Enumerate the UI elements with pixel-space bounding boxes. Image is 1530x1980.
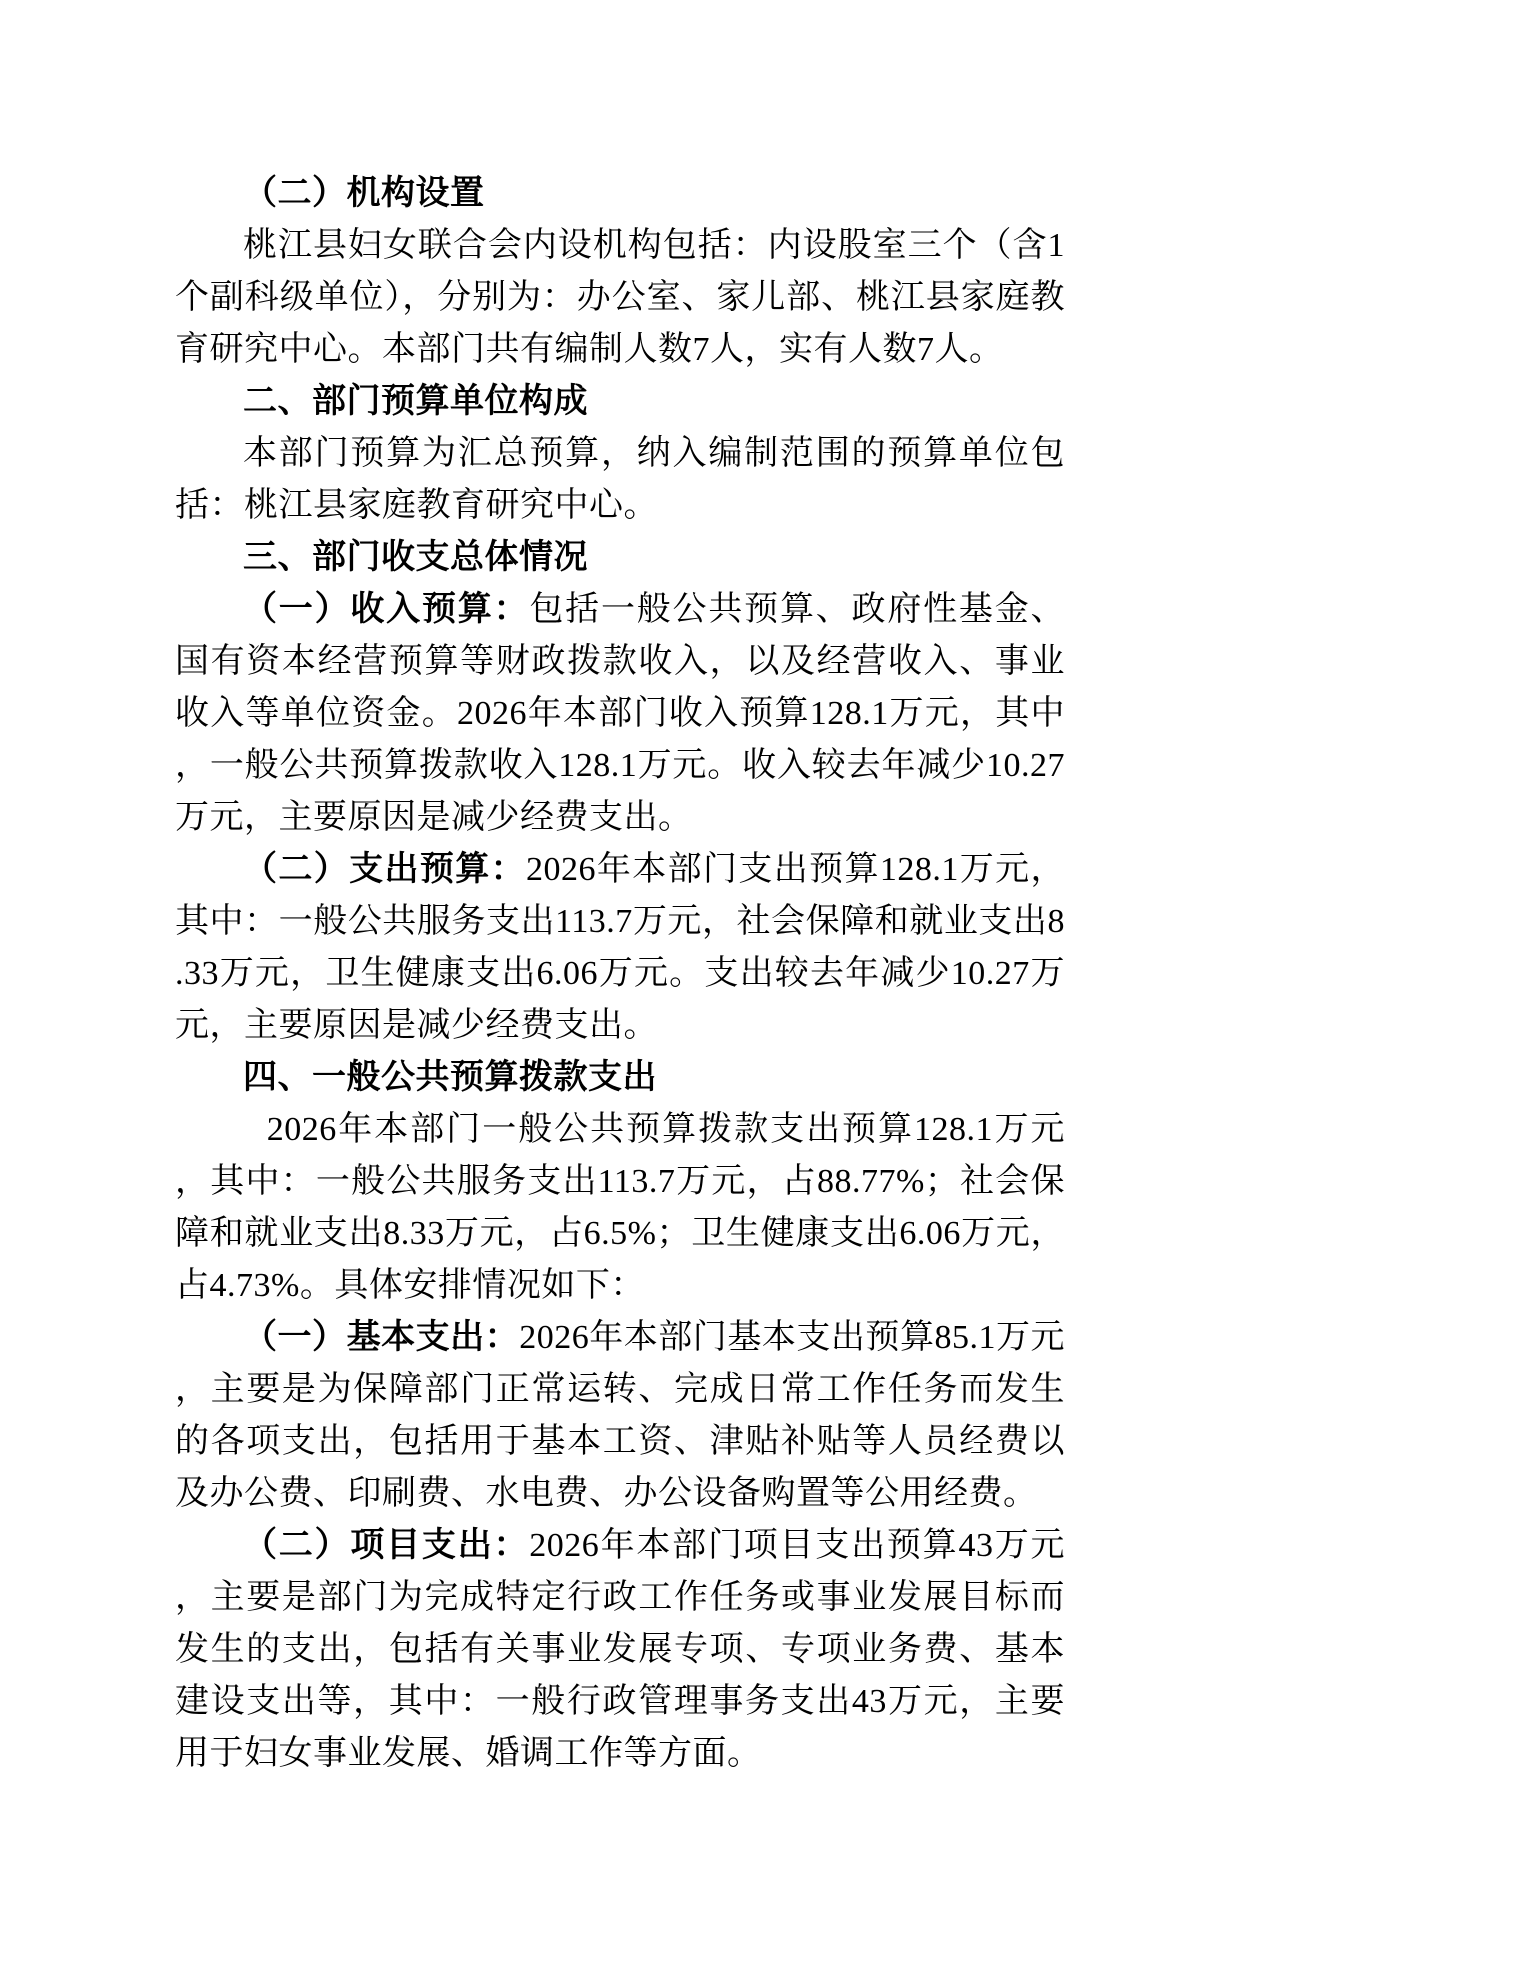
paragraph-budget-unit-composition: 本部门预算为汇总预算，纳入编制范围的预算单位包括：桃江县家庭教育研究中心。 (175, 435, 1065, 524)
income-budget-text: 包括一般公共预算、政府性基金、国有资本经营预算等财政拨款收入，以及经营收入、事业收入等单位资金。2026年本部门收入预算128.1万元，其中，一般公共预算拨款收入128.1万元。收入较去年减少10.27万元，主要原因是减少经费支出。 (175, 591, 1066, 836)
paragraph-income-budget (175, 584, 1065, 844)
project-expenditure-lead-label: （二）项目支出： (243, 1527, 530, 1564)
expenditure-budget-text: 2026年本部门支出预算128.1万元，其中：一般公共服务支出113.7万元，社会保障和就业支出8.33万元，卫生健康支出6.06万元。支出较去年减少10.27万元，主要原因是减少经费支出。 (175, 851, 1065, 1044)
paragraph-expenditure-budget (175, 844, 1065, 1052)
basic-expenditure-text: 2026年本部门基本支出预算85.1万元，主要是为保障部门正常运转、完成日常工作任务而发生的各项支出，包括用于基本工资、津贴补贴等人员经费以及办公费、印刷费、水电费、办公设备购置等公用经费。 (175, 1319, 1066, 1512)
section-heading-organization-setup: （二）机构设置 (243, 175, 485, 212)
section-heading-general-public-budget-expenditure: 四、一般公共预算拨款支出 (243, 1059, 657, 1096)
paragraph-basic-expenditure (175, 1312, 1065, 1520)
income-budget-lead-label: （一）收入预算： (243, 591, 530, 628)
section-heading-overall-revenue-expenditure: 三、部门收支总体情况 (243, 539, 588, 576)
basic-expenditure-lead-label: （一）基本支出： (243, 1319, 520, 1356)
section-heading-budget-unit-composition: 二、部门预算单位构成 (243, 383, 588, 420)
paragraph-project-expenditure (175, 1520, 1065, 1780)
project-expenditure-text: 2026年本部门项目支出预算43万元，主要是部门为完成特定行政工作任务或事业发展目标而发生的支出，包括有关事业发展专项、专项业务费、基本建设支出等，其中：一般行政管理事务支出43万元，主要用于妇女事业发展、婚调工作等方面。 (175, 1527, 1066, 1772)
expenditure-budget-lead-label: （二）支出预算： (243, 851, 526, 888)
paragraph-organization-setup: 桃江县妇女联合会内设机构包括：内设股室三个（含1个副科级单位），分别为：办公室、家儿部、桃江县家庭教育研究中心。本部门共有编制人数7人，实有人数7人。 (175, 227, 1065, 368)
paragraph-general-public-budget-detail: 2026年本部门一般公共预算拨款支出预算128.1万元，其中：一般公共服务支出113.7万元，占88.77%；社会保障和就业支出8.33万元，占6.5%；卫生健康支出6.06万元，占4.73%。具体安排情况如下： (175, 1111, 1065, 1304)
